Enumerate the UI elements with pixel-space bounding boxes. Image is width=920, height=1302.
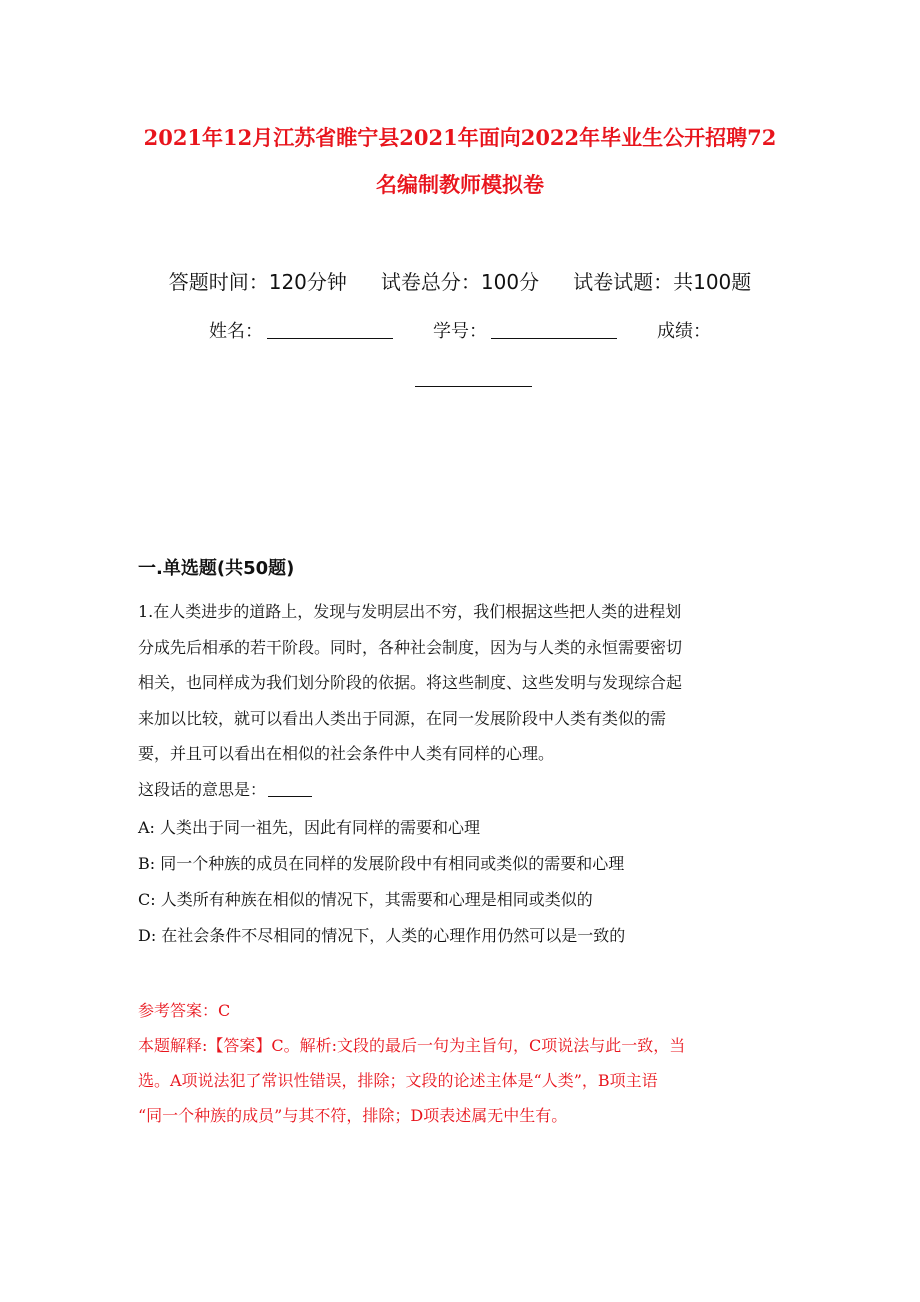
exam-question-count: 试卷试题：共100题: [573, 270, 752, 294]
exam-total-score: 试卷总分：100分: [380, 270, 540, 294]
stem-line: 相关，也同样成为我们划分阶段的依据。将这些制度、这些发明与发现综合起: [138, 673, 683, 692]
student-info-row: [0, 318, 920, 345]
name-label: 姓名：: [209, 321, 263, 342]
option-list: [138, 810, 788, 954]
score-field: [657, 319, 711, 345]
score-label: 成绩：: [657, 321, 711, 342]
reference-answer: 参考答案：C: [138, 1001, 231, 1020]
question-stem: [138, 594, 788, 807]
prompt-text: 这段话的意思是：: [138, 779, 267, 799]
exam-title-line-1: 2021年12月江苏省睢宁县2021年面向2022年毕业生公开招聘72: [143, 125, 777, 150]
id-field: [433, 318, 617, 345]
option-c[interactable]: C: 人类所有种族在相似的情况下，其需要和心理是相同或类似的: [138, 890, 593, 909]
explanation-line: 选。A项说法犯了常识性错误，排除；文段的论述主体是“人类”，B项主语: [138, 1071, 658, 1090]
stem-line: 来加以比较，就可以看出人类出于同源，在同一发展阶段中人类有类似的需: [138, 708, 667, 728]
stem-line: 1.在人类进步的道路上，发现与发明层出不穷，我们根据这些把人类的进程划: [138, 602, 682, 621]
stem-line: 分成先后相承的若干阶段。同时，各种社会制度，因为与人类的永恒需要密切: [138, 637, 683, 657]
id-label: 学号：: [433, 321, 487, 342]
score-blank[interactable]: [415, 366, 532, 387]
name-blank[interactable]: [267, 318, 393, 339]
explanation-line: 本题解释:【答案】C。解析:文段的最后一句为主旨句，C项说法与此一致，当: [138, 1036, 686, 1055]
explanation-line: “同一个种族的成员”与其不符，排除；D项表述属无中生有。: [138, 1106, 568, 1125]
name-field: [209, 318, 393, 345]
stem-line: 要，并且可以看出在相似的社会条件中人类有同样的心理。: [138, 744, 555, 763]
option-a[interactable]: A: 人类出于同一祖先，因此有同样的需要和心理: [138, 818, 481, 837]
option-d[interactable]: D: 在社会条件不尽相同的情况下，人类的心理作用仍然可以是一致的: [138, 926, 626, 945]
section-heading: 一.单选题(共50题): [138, 558, 295, 579]
exam-time: 答题时间：120分钟: [168, 270, 347, 294]
id-blank[interactable]: [491, 318, 617, 339]
exam-title-line-2: 名编制教师模拟卷: [376, 172, 544, 197]
answer-blank: [268, 778, 312, 797]
question-prompt: [138, 772, 788, 808]
answer-block: [138, 993, 788, 1133]
exam-meta-row: [0, 267, 920, 297]
option-b[interactable]: B: 同一个种族的成员在同样的发展阶段中有相同或类似的需要和心理: [138, 854, 625, 873]
